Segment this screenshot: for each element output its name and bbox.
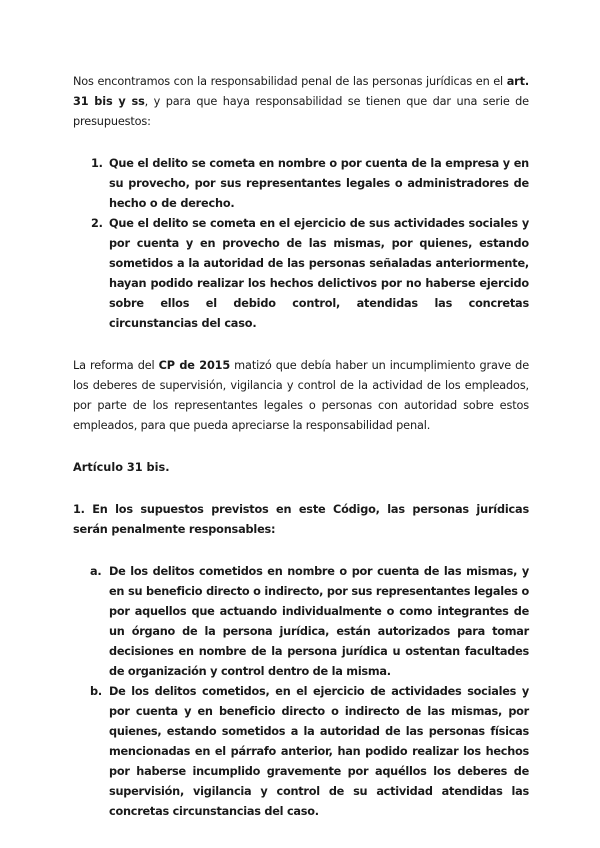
article-item-letter: b.: [90, 685, 102, 698]
presupuesto-text: Que el delito se cometa en nombre o por cuenta de la empresa y en su provecho, por sus representantes legales o administradores de hecho o de derecho.: [109, 157, 529, 210]
article-heading: Artículo 31 bis.: [73, 461, 170, 474]
reforma-text-before: La reforma del: [73, 359, 159, 372]
reforma-text-after: matizó que debía haber un incumplimiento grave de los deberes de supervisión, vigilancia y control de la actividad de los empleados, por parte de los representantes legales o personas con autoridad sobre estos empleados, para que pueda apreciarse la responsabilidad penal.: [73, 359, 529, 432]
presupuesto-item: [73, 154, 529, 214]
intro-article-reference: art. 31 bis y ss: [73, 75, 529, 108]
intro-text-before: Nos encontramos con la responsabilidad penal de las personas jurídicas en el: [73, 75, 507, 88]
article-item: [73, 682, 529, 822]
presupuesto-number: 2.: [91, 217, 103, 230]
presupuesto-text: Que el delito se cometa en el ejercicio de sus actividades sociales y por cuenta y en provecho de las mismas, por quienes, estando sometidos a la autoridad de las personas señaladas anteriormente, hayan podido realizar los hechos delictivos por no haberse ejercido sobre ellos el debido control, atendidas las concretas circunstancias del caso.: [109, 217, 529, 330]
article-items-list: [73, 562, 529, 822]
article-item-letter: a.: [90, 565, 102, 578]
article-item-text: De los delitos cometidos en nombre o por cuenta de las mismas, y en su beneficio directo o indirecto, por sus representantes legales o por aquellos que actuando individualmente o como integrantes de un órgano de la persona jurídica, están autorizados para tomar decisiones en nombre de la persona jurídica u ostentan facultades de organización y control dentro de la misma.: [109, 565, 529, 678]
presupuestos-list: [73, 154, 529, 334]
article-item-text: De los delitos cometidos, en el ejercicio de actividades sociales y por cuenta y en beneficio directo o indirecto de las mismas, por quienes, estando sometidos a la autoridad de las personas físicas mencionadas en el párrafo anterior, han podido realizar los hechos por haberse incumplido gravemente por aquéllos los deberes de supervisión, vigilancia y control de su actividad atendidas las concretas circunstancias del caso.: [109, 685, 529, 818]
intro-text-after: , y para que haya responsabilidad se tienen que dar una serie de presupuestos:: [73, 95, 529, 128]
article-item: [73, 562, 529, 682]
intro-paragraph: [73, 72, 529, 132]
document-page: [73, 72, 529, 822]
presupuesto-item: [73, 214, 529, 334]
reforma-paragraph: [73, 356, 529, 436]
reforma-code-reference: CP de 2015: [158, 359, 231, 372]
presupuesto-number: 1.: [91, 157, 103, 170]
article-paragraph-1: 1. En los supuestos previstos en este Código, las personas jurídicas serán penalmente responsables:: [73, 503, 529, 536]
